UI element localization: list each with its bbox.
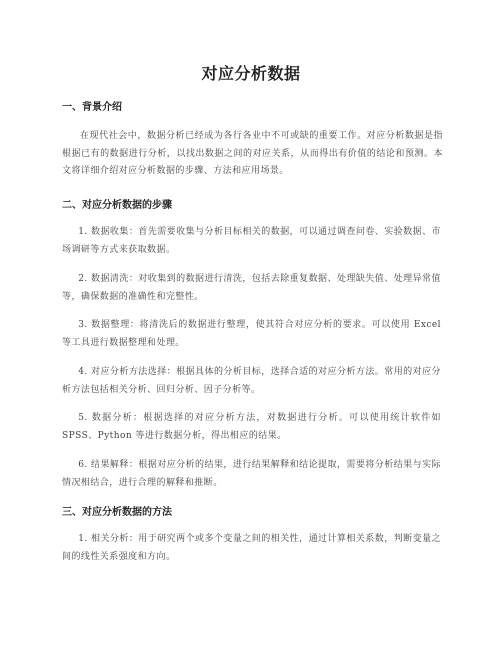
section-heading-background: 一、背景介绍 [62, 102, 122, 113]
step-item-2: 2. 数据清洗：对收集到的数据进行清洗，包括去除重复数据、处理缺失值、处理异常值等，确保数据的准确性和完整性。 [62, 274, 441, 302]
method-item-1: 1. 相关分析：用于研究两个或多个变量之间的相关性，通过计算相关系数，判断变量之间的线性关系强度和方向。 [62, 534, 441, 562]
step-item-6: 6. 结果解释：根据对应分析的结果，进行结果解释和结论提取，需要将分析结果与实际情况相结合，进行合理的解释和推断。 [62, 460, 441, 488]
step-item-3: 3. 数据整理：将清洗后的数据进行整理，使其符合对应分析的要求。可以使用 Excel 等工具进行数据整理和处理。 [62, 320, 441, 348]
document-title: 对应分析数据 [201, 64, 301, 83]
step-item-1: 1. 数据收集：首先需要收集与分析目标相关的数据，可以通过调查问卷、实验数据、市场调研等方式来获取数据。 [62, 227, 441, 255]
section-heading-steps: 二、对应分析数据的步骤 [62, 200, 172, 211]
background-paragraph: 在现代社会中，数据分析已经成为各行各业中不可或缺的重要工作。对应分析数据是指根据已有的数据进行分析，以找出数据之间的对应关系，从而得出有价值的结论和预测。本文将详细介绍对应分析数据的步骤、方法和应用场景。 [62, 131, 443, 176]
step-item-4: 4. 对应分析方法选择：根据具体的分析目标，选择合适的对应分析方法。常用的对应分析方法包括相关分析、回归分析、因子分析等。 [62, 367, 441, 395]
step-item-5: 5. 数据分析：根据选择的对应分析方法，对数据进行分析。可以使用统计软件如 SPSS、Python 等进行数据分析，得出相应的结果。 [62, 413, 441, 441]
section-heading-methods: 三、对应分析数据的方法 [62, 507, 172, 518]
